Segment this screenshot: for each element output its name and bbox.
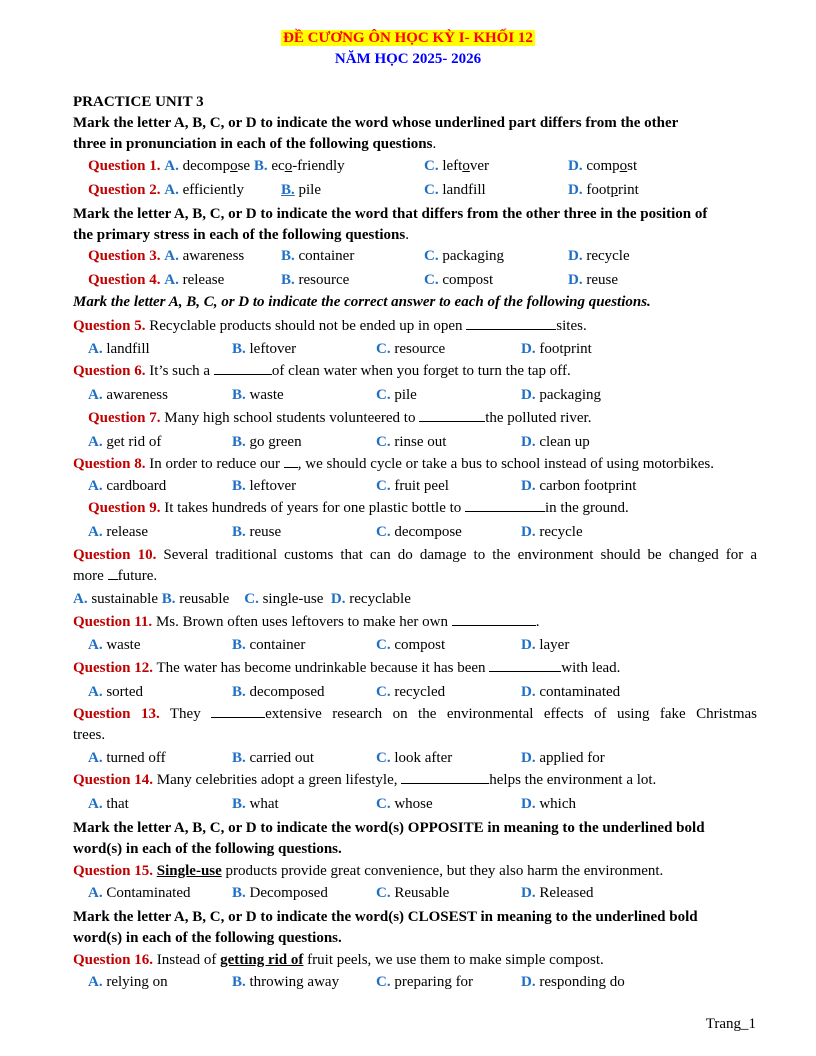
question-15-option-a: A. Contaminated [88,885,191,901]
question-3-option-c: C. packaging [424,248,504,264]
question-14-option-b: B. what [232,796,279,812]
question-13-option-a: A. turned off [88,750,166,766]
question-10-stem-line2: more future. [73,568,158,584]
question-16-stem: Question 16. Instead of getting rid of fruit peels, we use them to make simple compost. [73,952,604,968]
question-11-option-a: A. waste [88,637,141,653]
question-13-stem-line2: trees. [73,727,106,743]
section-3-instruction: Mark the letter A, B, C, or D to indicate the correct answer to each of the following questions. [73,294,651,310]
question-5-stem: Question 5. Recyclable products should not be ended up in open sites. [73,318,587,334]
question-4: Question 4. A. release [88,272,225,288]
question-3-option-d: D. recycle [568,248,630,264]
question-12-option-b: B. decomposed [232,684,325,700]
question-10-stem: Question 10. Several traditional customs that can do damage to the environment should be changed for a [73,547,758,563]
question-4-option-b: B. resource [281,272,350,288]
section-5-instruction-line2: word(s) in each of the following questions. [73,930,342,946]
question-14-option-a: A. that [88,796,129,812]
question-9-option-c: C. decompose [376,524,462,540]
question-2: Question 2. A. efficiently [88,182,244,198]
question-12-option-c: C. recycled [376,684,446,700]
question-14-option-c: C. whose [376,796,433,812]
question-11-option-c: C. compost [376,637,446,653]
document-title [0,30,816,47]
question-16-option-d: D. responding do [521,974,625,990]
answer-blank [108,567,118,580]
question-2-option-b: B. pile [281,182,322,198]
question-2-option-c: C. landfill [424,182,486,198]
section-4-instruction-line1: Mark the letter A, B, C, or D to indicate the word(s) OPPOSITE in meaning to the underlined bold [73,820,705,836]
question-6-option-a: A. awareness [88,387,168,403]
question-16-option-a: A. relying on [88,974,168,990]
question-6-option-b: B. waste [232,387,284,403]
question-12-option-d: D. contaminated [521,684,621,700]
question-6-option-d: D. packaging [521,387,601,403]
question-8-option-c: C. fruit peel [376,478,449,494]
question-8-stem: Question 8. In order to reduce our , we should cycle or take a bus to school instead of using motorbikes. [73,456,714,472]
answer-blank [466,317,556,330]
question-5-option-b: B. leftover [232,341,297,357]
underlined-word: Single-use [156,863,222,879]
answer-blank [419,409,485,422]
question-7-option-a: A. get rid of [88,434,162,450]
option-a: decompose [182,158,251,174]
option-a: sustainable [91,591,158,607]
section-4-instruction-line2: word(s) in each of the following questions. [73,841,342,857]
question-7-option-b: B. go green [232,434,302,450]
question-3: Question 3. A. awareness [88,248,245,264]
page-number: Trang_1 [705,1016,756,1032]
question-1 [88,156,345,176]
question-15-option-d: D. Released [521,885,594,901]
question-11-stem: Question 11. Ms. Brown often uses leftovers to make her own . [73,614,540,630]
question-13-option-c: C. look after [376,750,453,766]
question-11-option-b: B. container [232,637,306,653]
answer-blank [214,362,272,375]
answer-blank [211,705,265,718]
question-16-option-c: C. preparing for [376,974,474,990]
question-9-option-d: D. recycle [521,524,583,540]
option-b: reusable [179,591,230,607]
question-15-option-b: B. Decomposed [232,885,328,901]
question-13-stem: Question 13. They extensive research on the environmental effects of using fake Christmas [73,706,757,722]
question-9-option-a: A. release [88,524,148,540]
answer-blank [489,659,561,672]
unit-heading: PRACTICE UNIT 3 [73,94,204,110]
question-6-option-c: C. pile [376,387,417,403]
question-12-stem: Question 12. The water has become undrinkable because it has been with lead. [73,660,621,676]
question-label: Question 2. [88,182,161,198]
question-10-options: A. sustainable B. reusable C. single-use D. recyclable [73,591,411,607]
question-15-stem: Question 15. Single-use products provide great convenience, but they also harm the environment. [73,863,664,879]
question-14-stem: Question 14. Many celebrities adopt a green lifestyle, helps the environment a lot. [73,772,657,788]
question-8-option-b: B. leftover [232,478,297,494]
question-12-option-a: A. sorted [88,684,144,700]
section-2-instruction-line1: Mark the letter A, B, C, or D to indicate the word that differs from the other three in the position of [73,206,708,222]
question-13-option-d: D. applied for [521,750,605,766]
question-11-option-d: D. layer [521,637,570,653]
title-text: ĐỀ CƯƠNG ÔN HỌC KỲ I- KHỐI 12 [283,30,533,46]
option-letter: B. [253,158,268,174]
section-1-instruction-line1: Mark the letter A, B, C, or D to indicate the word whose underlined part differs from the other [73,115,679,131]
question-16-option-b: B. throwing away [232,974,340,990]
question-3-option-b: B. container [281,248,355,264]
question-9-stem: Question 9. It takes hundreds of years for one plastic bottle to in the ground. [88,500,629,516]
question-5-option-d: D. footprint [521,341,592,357]
question-8-option-a: A. cardboard [88,478,167,494]
section-1-instruction-line2: three in pronunciation in each of the following questions. [73,136,437,152]
section-2-instruction-line2: the primary stress in each of the following questions. [73,227,409,243]
option-a: efficiently [182,182,244,198]
question-2-option-d: D. footprint [568,182,639,198]
question-5-option-a: A. landfill [88,341,150,357]
question-1-option-c: C. leftover [424,158,489,174]
answer-blank [401,771,489,784]
question-4-option-d: D. reuse [568,272,618,288]
question-15-option-c: C. Reusable [376,885,450,901]
question-8-option-d: D. carbon footprint [521,478,637,494]
underlined-word: getting rid of [220,952,304,968]
option-d: recyclable [349,591,411,607]
question-13-option-b: B. carried out [232,750,315,766]
question-9-option-b: B. reuse [232,524,282,540]
answer-blank [452,613,536,626]
question-label: Question 1. [88,158,161,174]
question-7-option-c: C. rinse out [376,434,447,450]
option-b: eco-friendly [271,158,345,174]
question-7-stem: Question 7. Many high school students volunteered to the polluted river. [88,410,592,426]
question-7-option-d: D. clean up [521,434,590,450]
option-c: single-use [262,591,324,607]
question-4-option-c: C. compost [424,272,494,288]
section-5-instruction-line1: Mark the letter A, B, C, or D to indicate the word(s) CLOSEST in meaning to the underlined bold [73,909,698,925]
answer-blank [465,499,545,512]
question-1-option-d: D. compost [568,158,638,174]
option-letter: A. [164,158,179,174]
question-14-option-d: D. which [521,796,577,812]
section-1-text: three in pronunciation in each of the following questions [73,136,433,152]
question-5-option-c: C. resource [376,341,446,357]
answer-blank [284,455,298,468]
question-6-stem: Question 6. It’s such a of clean water when you forget to turn the tap off. [73,363,571,379]
school-year: NĂM HỌC 2025- 2026 [334,51,482,67]
